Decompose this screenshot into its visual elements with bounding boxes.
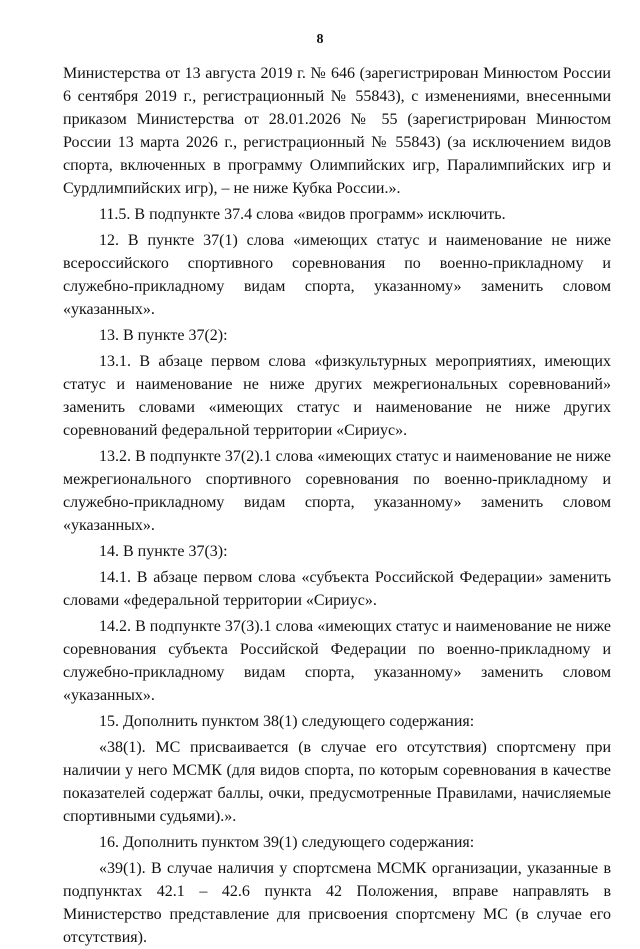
paragraph-16: 16. Дополнить пунктом 39(1) следующего содержания: [99, 834, 475, 851]
paragraph-39-1-text: «39(1). В случае наличия у спортсмена МСМК организации, указанные в подпунктах 42.1 – 42.6 пункта 42 Положения, вправе направлять в Министерство представление для присвоения спортсмену МС (в случае его отсутствия). [63, 860, 611, 946]
paragraph-12: 12. В пункте 37(1) слова «имеющих статус и наименование не ниже всероссийского спортивного соревнования по военно-прикладному и служебно-прикладному видам спорта, указанному» заменить словом «указанных». [63, 232, 611, 318]
paragraph-11-5: 11.5. В подпункте 37.4 слова «видов программ» исключить. [99, 206, 506, 223]
page-number: 8 [316, 32, 324, 47]
paragraph-38-1-text: «38(1). МС присваивается (в случае его отсутствия) спортсмену при наличии у него МСМК (для видов спорта, по которым соревнования в качестве показателей содержат баллы, очки, предусмотренные Правилами, начисляемые спортивными судьями).». [63, 739, 611, 825]
paragraph-14-1: 14.1. В абзаце первом слова «субъекта Российской Федерации» заменить словами «федеральной территории «Сириус». [63, 569, 611, 609]
paragraph-13-2: 13.2. В подпункте 37(2).1 слова «имеющих статус и наименование не ниже межрегионального спортивного соревнования по военно-прикладному и служебно-прикладному видам спорта, указанному» заменить словом «указанных». [63, 448, 611, 534]
document-body [63, 62, 611, 949]
paragraph-continuation: Министерства от 13 августа 2019 г. № 646 (зарегистрирован Минюстом России 6 сентября 2019 г., регистрационный № 55843), с изменениями, внесенными приказом Министерства от 28.01.2026 № 55 (зарегистрирован Минюстом России 13 марта 2026 г., регистрационный № 55843) (за исключением видов спорта, включенных в программу Олимпийских игр, Паралимпийских игр и Сурдлимпийских игр), – не ниже Кубка России.». [63, 65, 611, 197]
paragraph-14: 14. В пункте 37(3): [99, 543, 228, 560]
paragraph-14-2: 14.2. В подпункте 37(3).1 слова «имеющих статус и наименование не ниже соревнования субъекта Российской Федерации по военно-прикладному и служебно-прикладному видам спорта, указанному» заменить словом «указанных». [63, 618, 611, 704]
paragraph-13: 13. В пункте 37(2): [99, 327, 228, 344]
paragraph-13-1: 13.1. В абзаце первом слова «физкультурных мероприятиях, имеющих статус и наименование не ниже других межрегиональных соревнований» заменить словами «имеющих статус и наименование не ниже других соревнований федеральной территории «Сириус». [63, 353, 611, 439]
paragraph-15: 15. Дополнить пунктом 38(1) следующего содержания: [99, 713, 475, 730]
